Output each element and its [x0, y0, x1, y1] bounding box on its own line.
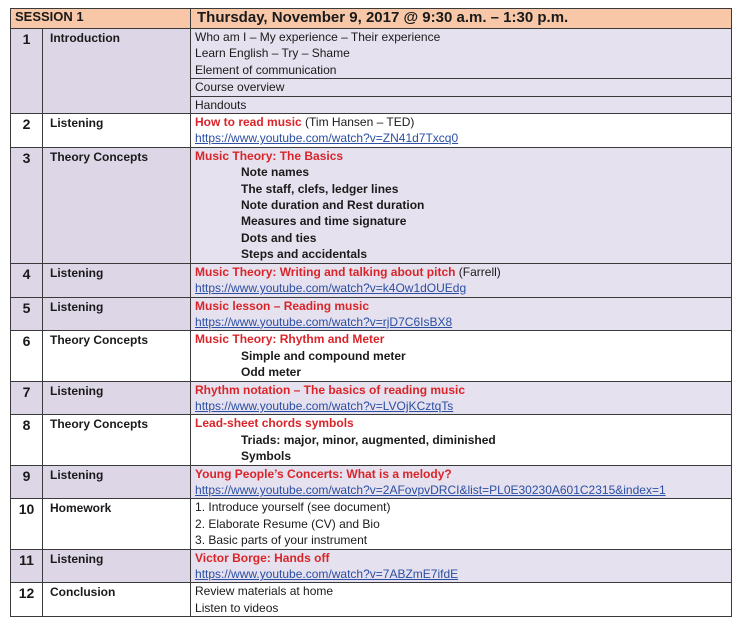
- resource-title-line: [191, 415, 731, 431]
- schedule-row: [11, 415, 732, 465]
- row-number: 1: [11, 29, 43, 114]
- resource-title-line: [191, 331, 731, 347]
- video-link[interactable]: https://www.youtube.com/watch?v=rjD7C6IsBX8: [195, 314, 453, 329]
- schedule-row: [11, 549, 732, 583]
- row-description: [191, 583, 732, 617]
- schedule-row: [11, 583, 732, 617]
- schedule-row: [11, 331, 732, 381]
- session-schedule-table: [10, 8, 732, 617]
- subtopic-item: Simple and compound meter: [241, 348, 406, 363]
- schedule-row: [11, 147, 732, 263]
- resource-title-line: [191, 550, 731, 566]
- row-description: [191, 297, 732, 331]
- schedule-body: [11, 9, 732, 617]
- row-topic: Listening: [43, 465, 191, 499]
- schedule-row: [11, 465, 732, 499]
- row-topic: Listening: [43, 297, 191, 331]
- subtopic-item: Measures and time signature: [241, 214, 407, 229]
- description-line: Element of communication: [195, 62, 337, 77]
- row-number: 12: [11, 583, 43, 617]
- resource-title-line: [191, 264, 731, 280]
- video-link[interactable]: https://www.youtube.com/watch?v=7ABZmE7ifdE: [195, 567, 459, 581]
- row-description: [191, 549, 732, 583]
- description-line: Listen to videos: [195, 600, 279, 615]
- header-row: [11, 9, 732, 29]
- description-line: 1. Introduce yourself (see document): [195, 500, 391, 515]
- row-topic: Theory Concepts: [43, 147, 191, 263]
- resource-credit: (Farrell): [455, 264, 501, 279]
- resource-title-line: [191, 466, 731, 482]
- video-link-line: [191, 566, 731, 582]
- schedule-row: [11, 114, 732, 148]
- description-line: Handouts: [191, 96, 731, 113]
- resource-title: Music Theory: Rhythm and Meter: [195, 332, 385, 347]
- row-topic: Listening: [43, 263, 191, 297]
- row-description: [191, 415, 732, 465]
- description-line: Review materials at home: [195, 584, 334, 599]
- session-label: SESSION 1: [11, 9, 191, 29]
- schedule-row: [11, 381, 732, 415]
- description-line: 3. Basic parts of your instrument: [195, 533, 368, 548]
- resource-title: Young People’s Concerts: What is a melody?: [195, 466, 452, 481]
- video-link[interactable]: https://www.youtube.com/watch?v=2AFovpvDRCI&list=PL0E30230A601C2315&index=1: [195, 482, 666, 497]
- row-number: 11: [11, 549, 43, 583]
- row-topic: Theory Concepts: [43, 415, 191, 465]
- description-line: Course overview: [191, 78, 731, 95]
- video-link[interactable]: https://www.youtube.com/watch?v=LVOjKCztqTs: [195, 398, 454, 413]
- video-link-line: [191, 314, 731, 330]
- resource-title: How to read music: [195, 115, 302, 130]
- row-topic: Introduction: [43, 29, 191, 114]
- row-topic: Listening: [43, 549, 191, 583]
- subtopic-item: Odd meter: [241, 365, 302, 380]
- schedule-row: [11, 263, 732, 297]
- video-link-line: [191, 398, 731, 414]
- row-number: 9: [11, 465, 43, 499]
- subtopic-item: The staff, clefs, ledger lines: [241, 181, 399, 196]
- schedule-row: [11, 499, 732, 549]
- row-number: 3: [11, 147, 43, 263]
- row-number: 5: [11, 297, 43, 331]
- subtopic-item: Triads: major, minor, augmented, diminished: [241, 432, 496, 447]
- resource-title: Music lesson – Reading music: [195, 298, 370, 313]
- resource-title-line: [191, 148, 731, 164]
- row-number: 8: [11, 415, 43, 465]
- description-line: Learn English – Try – Shame: [195, 46, 350, 61]
- row-number: 7: [11, 381, 43, 415]
- row-topic: Listening: [43, 114, 191, 148]
- row-number: 4: [11, 263, 43, 297]
- video-link[interactable]: https://www.youtube.com/watch?v=k4Ow1dOUEdg: [195, 281, 467, 296]
- video-link-line: [191, 280, 731, 296]
- resource-title: Music Theory: The Basics: [195, 148, 344, 163]
- description-line: Who am I – My experience – Their experience: [195, 30, 441, 44]
- resource-title: Victor Borge: Hands off: [195, 550, 330, 565]
- row-description: [191, 465, 732, 499]
- video-link-line: [191, 130, 731, 146]
- row-topic: Conclusion: [43, 583, 191, 617]
- subtopic-item: Note names: [241, 165, 310, 180]
- resource-title-line: [191, 114, 731, 130]
- row-description: [191, 499, 732, 549]
- subtopic-item: Note duration and Rest duration: [241, 198, 425, 213]
- row-topic: Theory Concepts: [43, 331, 191, 381]
- subtopic-item: Symbols: [241, 449, 292, 464]
- resource-credit: (Tim Hansen – TED): [301, 115, 415, 130]
- row-description: [191, 29, 732, 114]
- row-description: [191, 147, 732, 263]
- subtopic-item: Steps and accidentals: [241, 247, 368, 262]
- resource-title: Rhythm notation – The basics of reading music: [195, 382, 466, 397]
- resource-title: Music Theory: Writing and talking about pitch: [195, 264, 456, 279]
- row-number: 10: [11, 499, 43, 549]
- resource-title-line: [191, 382, 731, 398]
- description-line: 2. Elaborate Resume (CV) and Bio: [195, 516, 380, 531]
- row-description: [191, 263, 732, 297]
- row-number: 6: [11, 331, 43, 381]
- session-date: Thursday, November 9, 2017 @ 9:30 a.m. – 1:30 p.m.: [191, 9, 732, 29]
- row-topic: Listening: [43, 381, 191, 415]
- row-description: [191, 381, 732, 415]
- row-description: [191, 331, 732, 381]
- row-topic: Homework: [43, 499, 191, 549]
- resource-title: Lead-sheet chords symbols: [195, 416, 354, 431]
- schedule-row: [11, 29, 732, 114]
- subtopic-item: Dots and ties: [241, 230, 317, 245]
- row-description: [191, 114, 732, 148]
- video-link-line: [191, 482, 731, 498]
- resource-title-line: [191, 298, 731, 314]
- video-link[interactable]: https://www.youtube.com/watch?v=ZN41d7Txcq0: [195, 131, 459, 146]
- row-number: 2: [11, 114, 43, 148]
- schedule-row: [11, 297, 732, 331]
